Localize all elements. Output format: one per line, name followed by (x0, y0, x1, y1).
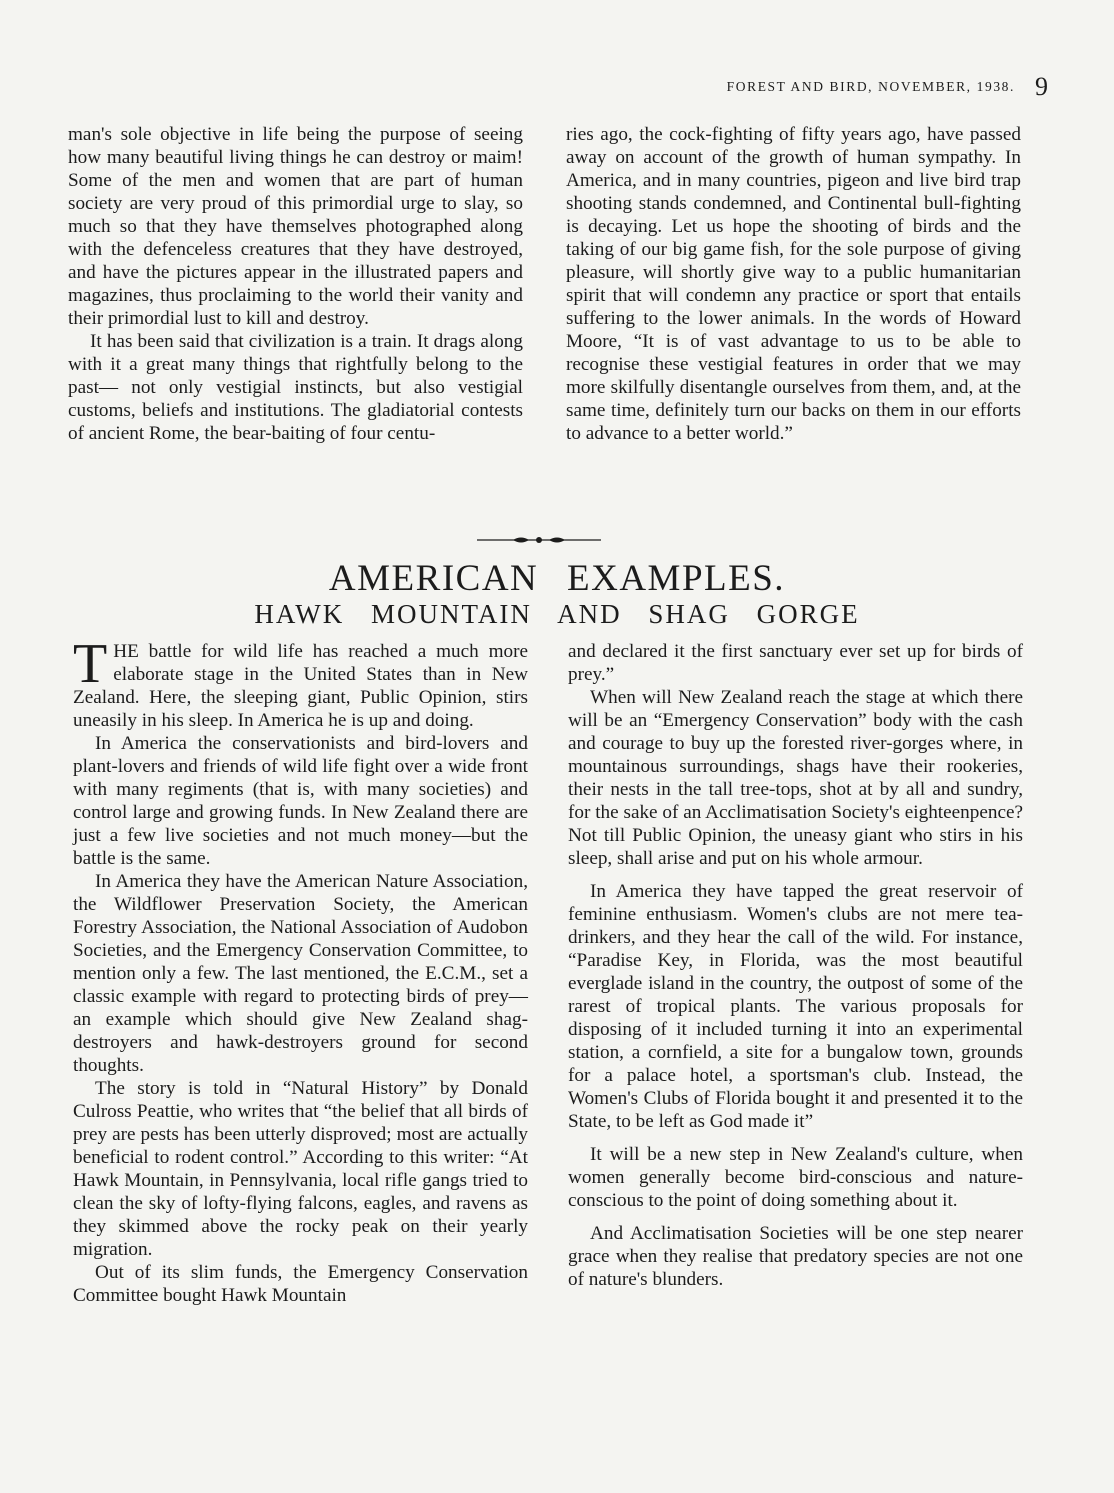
paragraph: and declared it the first sanctuary ever set up for birds of prey.” (568, 641, 1023, 685)
paragraph: ries ago, the cock-fighting of fifty years ago, have passed away on account of the growth of human sympathy. In America, and in many countries, pigeon and live bird trap shooting stands condemned, and Continental bull-fighting is decaying. Let us hope the shooting of birds and the taking of our big game fish, for the sole purpose of giving pleasure, will shortly give way to a public humanitarian spirit that will condemn any practice or sport that entails suffering to the lower animals. In the words of Howard Moore, “It is of vast advantage to us to be able to recognise these vestigial features in order that we may more skilfully disentangle ourselves from them, and, at the same time, definitely turn our backs on them in our efforts to advance to a better world.” (566, 124, 1021, 444)
paragraph: In America the conservationists and bird-lovers and plant-lovers and friends of wild life fight over a wide front with many regiments (that is, with many societies) and control large and growing funds. In New Zealand there are just a few live societies and not much money—but the battle is the same. (73, 733, 528, 869)
paragraph: And Acclimatisation Societies will be one step nearer grace when they realise that predatory species are not one of nature's blunders. (568, 1223, 1023, 1290)
paragraph: The story is told in “Natural History” by Donald Culross Peattie, who writes that “the belief that all birds of prey are pests has been utterly disproved; most are actually beneficial to rodent control.” According to this writer: “At Hawk Mountain, in Pennsylvania, local rifle gangs tried to clean the sky of lofty-flying falcons, eagles, and ravens as they skimmed above the rocky peak on their yearly migration. (73, 1078, 528, 1260)
article-left-column (73, 633, 528, 1307)
section-divider-ornament (477, 533, 601, 547)
opening-paragraph (73, 633, 528, 732)
drop-cap: T (73, 633, 108, 695)
continued-text-left-column (68, 123, 523, 445)
paragraph: When will New Zealand reach the stage at which there will be an “Emergency Conservation” body with the cash and courage to buy up the forested river-gorges where, in mountainous surroundings, shags have their rookeries, their nests in the tall tree-tops, shot at by all and sundry, for the sake of an Acclimatisation Society's eighteenpence? Not till Public Opinion, the uneasy giant who stirs in his sleep, shall arise and put on his whole armour. (568, 687, 1023, 869)
article-subtitle: HAWK MOUNTAIN AND SHAG GORGE (254, 599, 860, 629)
opening-paragraph-text: HE battle for wild life has reached a much more elaborate stage in the United States than in New Zealand. Here, the sleeping giant, Public Opinion, stirs uneasily in his sleep. In America he is up and doing. (73, 641, 528, 731)
paragraph: man's sole objective in life being the purpose of seeing how many beautiful living things he can destroy or maim! Some of the men and women that are part of human society are very proud of this primordial urge to slay, so much so that they have themselves photographed along with the defenceless creatures that they have destroyed, and have the pictures appear in the illustrated papers and magazines, thus proclaiming to the world their vanity and their primordial lust to kill and destroy. (68, 124, 523, 329)
paragraph: In America they have tapped the great reservoir of feminine enthusiasm. Women's clubs are not mere tea-drinkers, and they hear the call of the wild. For instance, “Paradise Key, in Florida, was the most beautiful everglade island in the country, the outpost of some of the rarest of tropical plants. The various proposals for disposing of it included turning it into an experimental station, a cornfield, a site for a bungalow town, grounds for a palace hotel, a sportsman's club. Instead, the Women's Clubs of Florida bought it and presented it to the State, to be left as God made it” (568, 881, 1023, 1132)
divider-center-dot (536, 537, 542, 543)
divider-leaf-left (513, 538, 529, 543)
running-header (560, 72, 1048, 102)
running-title: FOREST AND BIRD, NOVEMBER, 1938. (726, 79, 1015, 94)
paragraph: It will be a new step in New Zealand's culture, when women generally become bird-conscious and nature-conscious to the point of doing something about it. (568, 1144, 1023, 1211)
article-right-column (568, 640, 1023, 1291)
article-title: AMERICAN EXAMPLES. (328, 558, 786, 599)
paragraph: In America they have the American Nature Association, the Wildflower Preservation Society, the American Forestry Association, the National Association of Audobon Societies, and the Emergency Conservation Committee, to mention only a few. The last mentioned, the E.C.M., set a classic example with regard to protecting birds of prey—an example which should give New Zealand shag-destroyers and hawk-destroyers ground for second thoughts. (73, 871, 528, 1076)
paragraph: Out of its slim funds, the Emergency Conservation Committee bought Hawk Mountain (73, 1262, 528, 1306)
page-number: 9 (1035, 72, 1048, 101)
continued-text-right-column (566, 123, 1021, 445)
paragraph: It has been said that civilization is a train. It drags along with it a great many things that rightfully belong to the past— not only vestigial instincts, but also vestigial customs, beliefs and institutions. The gladiatorial contests of ancient Rome, the bear-baiting of four centu- (68, 331, 523, 444)
divider-leaf-right (549, 538, 565, 543)
